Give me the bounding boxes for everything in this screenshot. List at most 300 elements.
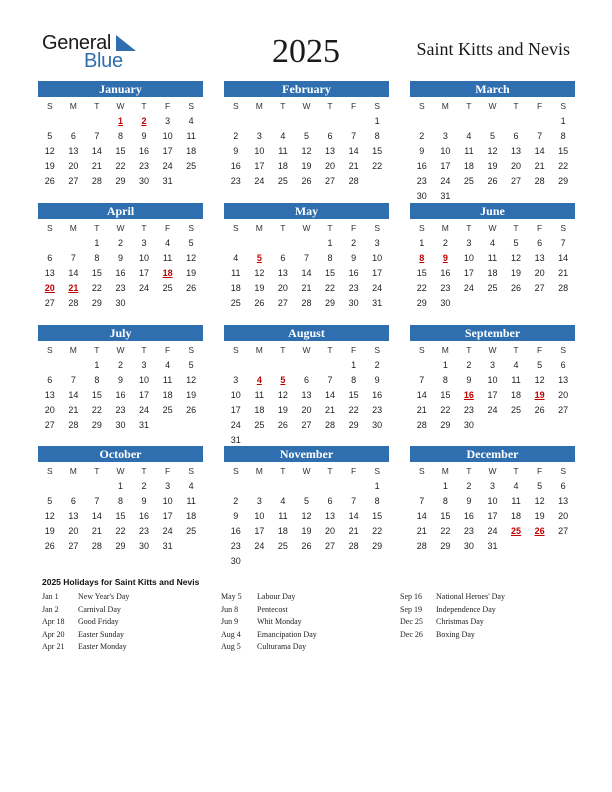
day-cell: 4 — [489, 238, 495, 248]
day-cell: 25 — [186, 161, 197, 171]
day-cell: 10 — [162, 131, 173, 141]
day-cell: 24 — [139, 405, 150, 415]
day-cell: 27 — [68, 176, 79, 186]
empty-day-cell — [528, 539, 552, 554]
day-cell: 17 — [254, 161, 265, 171]
weekday-header-row — [38, 221, 203, 236]
week-row — [38, 479, 203, 494]
week-row — [410, 281, 575, 296]
week-row — [410, 418, 575, 433]
weekday-label: W — [302, 223, 311, 233]
day-cell: 26 — [277, 420, 288, 430]
day-cell: 31 — [162, 541, 173, 551]
empty-day-cell — [481, 114, 505, 129]
day-cell: 7 — [94, 131, 100, 141]
week-row — [38, 236, 203, 251]
day-cell: 11 — [162, 253, 173, 263]
month-november — [224, 446, 389, 569]
day-cell: 21 — [68, 405, 79, 415]
day-cell: 21 — [325, 405, 336, 415]
day-cell: 21 — [301, 283, 312, 293]
weekday-label: S — [46, 223, 53, 233]
day-cell: 26 — [534, 405, 545, 415]
day-cell: 19 — [277, 405, 288, 415]
empty-day-cell — [38, 358, 62, 373]
week-row — [224, 358, 389, 373]
day-cell: 12 — [301, 511, 312, 521]
day-cell: 4 — [466, 131, 472, 141]
empty-day-cell — [38, 114, 62, 129]
holiday-date: Jan 2 — [42, 604, 59, 614]
weekday-header-row — [410, 221, 575, 236]
holiday-day-cell: 1 — [117, 116, 123, 126]
day-cell: 23 — [440, 283, 451, 293]
holiday-date: Aug 4 — [221, 629, 241, 639]
day-cell: 7 — [303, 253, 309, 263]
day-cell: 27 — [44, 298, 55, 308]
day-cell: 23 — [416, 176, 427, 186]
empty-day-cell — [38, 236, 62, 251]
empty-day-cell — [248, 236, 272, 251]
day-cell: 13 — [68, 511, 79, 521]
day-cell: 7 — [351, 496, 357, 506]
day-cell: 9 — [117, 375, 123, 385]
day-cell: 13 — [68, 146, 79, 156]
empty-day-cell — [528, 418, 552, 433]
day-cell: 18 — [254, 405, 265, 415]
day-cell: 11 — [487, 253, 498, 263]
weekday-label: F — [350, 223, 357, 233]
weekday-header-row — [38, 343, 203, 358]
empty-day-cell — [179, 418, 203, 433]
day-cell: 6 — [70, 496, 76, 506]
holiday-item — [42, 591, 208, 604]
day-cell: 15 — [91, 390, 102, 400]
day-cell: 6 — [560, 481, 566, 491]
day-cell: 8 — [374, 131, 380, 141]
holiday-date: Jun 9 — [221, 617, 239, 626]
day-cell: 10 — [139, 375, 150, 385]
week-row — [410, 403, 575, 418]
day-cell: 22 — [558, 161, 569, 171]
day-cell: 4 — [280, 131, 286, 141]
logo-word-blue: Blue — [84, 50, 123, 72]
day-cell: 20 — [325, 161, 336, 171]
day-cell: 13 — [511, 146, 522, 156]
weekday-label: F — [536, 101, 543, 111]
day-cell: 9 — [374, 375, 380, 385]
empty-day-cell — [410, 114, 434, 129]
day-cell: 15 — [440, 390, 451, 400]
weekday-label: S — [418, 345, 425, 355]
empty-day-cell — [528, 296, 552, 311]
weekday-label: T — [327, 466, 333, 476]
week-row — [224, 174, 389, 189]
holiday-day-cell: 5 — [280, 375, 286, 385]
day-cell: 26 — [301, 541, 312, 551]
day-cell: 10 — [487, 375, 498, 385]
day-cell: 10 — [162, 496, 173, 506]
day-cell: 25 — [511, 405, 522, 415]
empty-day-cell — [179, 539, 203, 554]
holiday-name: Culturama Day — [257, 642, 307, 651]
weekday-label: M — [69, 345, 77, 355]
day-cell: 14 — [68, 268, 79, 278]
empty-day-cell — [365, 554, 389, 569]
holiday-name: New Year's Day — [78, 592, 130, 601]
week-row — [410, 479, 575, 494]
day-cell: 3 — [466, 238, 472, 248]
weekday-header-row — [410, 99, 575, 114]
day-cell: 9 — [466, 496, 472, 506]
day-cell: 10 — [254, 511, 265, 521]
day-cell: 25 — [463, 176, 474, 186]
weekday-label: T — [513, 466, 519, 476]
holiday-name: Labour Day — [257, 592, 296, 601]
day-cell: 24 — [372, 283, 383, 293]
day-cell: 25 — [254, 420, 265, 430]
day-cell: 15 — [416, 268, 427, 278]
empty-day-cell — [224, 479, 248, 494]
day-cell: 5 — [537, 360, 543, 370]
empty-day-cell — [271, 554, 295, 569]
day-cell: 11 — [278, 511, 288, 521]
day-cell: 2 — [351, 238, 357, 248]
weekday-label: W — [116, 223, 125, 233]
day-cell: 19 — [301, 161, 312, 171]
day-cell: 28 — [416, 420, 427, 430]
day-cell: 3 — [165, 481, 171, 491]
empty-day-cell — [179, 296, 203, 311]
day-cell: 24 — [139, 283, 150, 293]
holiday-item — [42, 604, 208, 617]
day-cell: 16 — [230, 161, 241, 171]
month-september — [410, 325, 575, 433]
month-february — [224, 81, 389, 189]
week-row — [224, 281, 389, 296]
weekday-header-row — [224, 343, 389, 358]
day-cell: 27 — [325, 176, 336, 186]
holiday-day-cell: 21 — [68, 283, 79, 293]
month-march — [410, 81, 575, 204]
day-cell: 17 — [230, 405, 241, 415]
empty-day-cell — [410, 358, 434, 373]
day-cell: 18 — [463, 161, 474, 171]
month-header: September — [410, 325, 575, 341]
holiday-day-cell: 9 — [442, 253, 448, 263]
day-cell: 15 — [372, 146, 383, 156]
day-cell: 9 — [141, 496, 147, 506]
day-cell: 8 — [117, 131, 123, 141]
holiday-date: May 5 — [221, 592, 242, 601]
day-cell: 21 — [558, 268, 569, 278]
day-cell: 1 — [94, 360, 100, 370]
day-cell: 17 — [139, 390, 150, 400]
holiday-day-cell: 20 — [44, 283, 55, 293]
holiday-name: Boxing Day — [436, 629, 475, 639]
day-cell: 2 — [117, 360, 123, 370]
day-cell: 1 — [117, 481, 123, 491]
weekday-label: W — [116, 466, 125, 476]
week-row — [38, 524, 203, 539]
holiday-day-cell: 4 — [256, 375, 262, 385]
weekday-label: T — [327, 345, 333, 355]
day-cell: 19 — [254, 283, 265, 293]
day-cell: 1 — [374, 116, 380, 126]
day-cell: 18 — [230, 283, 241, 293]
week-row — [410, 174, 575, 189]
day-cell: 3 — [256, 496, 262, 506]
weekday-label: M — [441, 223, 449, 233]
day-cell: 12 — [44, 511, 55, 521]
day-cell: 25 — [230, 298, 241, 308]
weekday-label: S — [232, 345, 239, 355]
day-cell: 22 — [325, 283, 336, 293]
holiday-date: Apr 20 — [42, 629, 65, 639]
month-april — [38, 203, 203, 311]
holiday-name: National Heroes' Day — [436, 592, 505, 601]
week-row — [224, 418, 389, 433]
weekday-label: T — [280, 101, 286, 111]
empty-day-cell — [504, 189, 528, 204]
holiday-name: Easter Monday — [78, 642, 127, 651]
day-cell: 2 — [233, 496, 239, 506]
holidays-column — [42, 591, 208, 654]
week-row — [410, 144, 575, 159]
day-cell: 22 — [372, 526, 383, 536]
week-row — [38, 388, 203, 403]
day-cell: 14 — [91, 511, 102, 521]
day-cell: 5 — [513, 238, 519, 248]
weekday-label: M — [255, 466, 263, 476]
calendar-year: 2025 — [272, 33, 340, 70]
day-cell: 22 — [440, 405, 451, 415]
weekday-label: S — [46, 101, 53, 111]
day-cell: 24 — [463, 283, 474, 293]
day-cell: 16 — [115, 268, 126, 278]
weekday-label: S — [418, 223, 425, 233]
week-row — [38, 114, 203, 129]
week-row — [410, 114, 575, 129]
day-cell: 26 — [44, 541, 55, 551]
day-cell: 21 — [348, 526, 359, 536]
day-cell: 27 — [301, 420, 312, 430]
weekday-label: S — [418, 466, 425, 476]
holiday-day-cell: 5 — [256, 253, 262, 263]
weekday-label: W — [116, 345, 125, 355]
weekday-label: T — [141, 223, 147, 233]
day-cell: 28 — [534, 176, 545, 186]
day-cell: 4 — [165, 238, 171, 248]
day-cell: 11 — [511, 375, 521, 385]
day-cell: 7 — [94, 496, 100, 506]
day-cell: 14 — [416, 511, 427, 521]
empty-day-cell — [342, 479, 366, 494]
week-row — [224, 373, 389, 388]
weekday-label: F — [536, 466, 543, 476]
day-cell: 28 — [68, 298, 79, 308]
day-cell: 9 — [233, 511, 239, 521]
holiday-name: Christmas Day — [436, 617, 484, 626]
week-row — [410, 494, 575, 509]
day-cell: 26 — [301, 176, 312, 186]
day-cell: 29 — [325, 298, 336, 308]
day-cell: 9 — [419, 146, 425, 156]
day-cell: 28 — [348, 176, 359, 186]
day-cell: 15 — [91, 268, 102, 278]
day-cell: 21 — [91, 161, 102, 171]
day-cell: 9 — [351, 253, 357, 263]
day-cell: 16 — [139, 146, 150, 156]
weekday-label: W — [302, 101, 311, 111]
day-cell: 27 — [44, 420, 55, 430]
holiday-item — [400, 591, 566, 604]
day-cell: 18 — [162, 390, 173, 400]
holiday-item — [221, 616, 387, 629]
week-row — [410, 189, 575, 204]
day-cell: 13 — [44, 390, 55, 400]
day-cell: 3 — [489, 360, 495, 370]
day-cell: 11 — [511, 496, 521, 506]
day-cell: 13 — [558, 375, 569, 385]
day-cell: 21 — [91, 526, 102, 536]
weekday-header-row — [224, 221, 389, 236]
day-cell: 10 — [372, 253, 383, 263]
day-cell: 17 — [162, 511, 173, 521]
day-cell: 30 — [115, 420, 126, 430]
holiday-date: Sep 16 — [400, 592, 422, 601]
day-cell: 25 — [277, 176, 288, 186]
day-cell: 18 — [487, 268, 498, 278]
month-header: December — [410, 446, 575, 462]
day-cell: 7 — [419, 496, 425, 506]
day-cell: 30 — [463, 541, 474, 551]
empty-day-cell — [318, 554, 342, 569]
empty-day-cell — [62, 479, 86, 494]
weekday-label: F — [350, 466, 357, 476]
day-cell: 2 — [141, 481, 147, 491]
day-cell: 10 — [440, 146, 451, 156]
day-cell: 22 — [416, 283, 427, 293]
day-cell: 23 — [348, 283, 359, 293]
week-row — [410, 296, 575, 311]
day-cell: 16 — [416, 161, 427, 171]
day-cell: 28 — [91, 541, 102, 551]
day-cell: 28 — [325, 420, 336, 430]
weekday-label: T — [94, 466, 100, 476]
empty-day-cell — [504, 539, 528, 554]
day-cell: 1 — [442, 481, 448, 491]
day-cell: 2 — [442, 238, 448, 248]
week-row — [410, 358, 575, 373]
week-row — [38, 403, 203, 418]
day-cell: 8 — [560, 131, 566, 141]
day-cell: 4 — [513, 360, 519, 370]
day-cell: 12 — [534, 496, 545, 506]
day-cell: 27 — [558, 405, 569, 415]
day-cell: 15 — [372, 511, 383, 521]
empty-day-cell — [85, 114, 109, 129]
day-cell: 27 — [558, 526, 569, 536]
day-cell: 6 — [47, 375, 53, 385]
month-december — [410, 446, 575, 554]
week-row — [224, 524, 389, 539]
day-cell: 19 — [487, 161, 498, 171]
day-cell: 3 — [141, 360, 147, 370]
day-cell: 26 — [44, 176, 55, 186]
day-cell: 4 — [188, 116, 194, 126]
day-cell: 12 — [186, 253, 197, 263]
empty-day-cell — [457, 296, 481, 311]
weekday-label: S — [374, 101, 380, 111]
empty-day-cell — [318, 358, 342, 373]
day-cell: 19 — [511, 268, 522, 278]
weekday-label: M — [69, 101, 77, 111]
weekday-header-row — [410, 343, 575, 358]
weekday-label: S — [232, 101, 239, 111]
day-cell: 31 — [440, 191, 451, 201]
holiday-name: Good Friday — [78, 617, 119, 626]
day-cell: 20 — [68, 161, 79, 171]
day-cell: 6 — [70, 131, 76, 141]
day-cell: 17 — [463, 268, 474, 278]
weekday-header-row — [224, 464, 389, 479]
day-cell: 22 — [440, 526, 451, 536]
week-row — [224, 539, 389, 554]
day-cell: 15 — [325, 268, 336, 278]
holiday-item — [400, 629, 566, 642]
empty-day-cell — [551, 418, 575, 433]
empty-day-cell — [62, 236, 86, 251]
empty-day-cell — [551, 189, 575, 204]
day-cell: 24 — [254, 176, 265, 186]
day-cell: 6 — [303, 375, 309, 385]
day-cell: 27 — [325, 541, 336, 551]
holiday-date: Sep 19 — [400, 604, 422, 614]
empty-day-cell — [156, 296, 180, 311]
weekday-label: T — [513, 101, 519, 111]
holiday-day-cell: 19 — [534, 390, 545, 400]
day-cell: 13 — [558, 496, 569, 506]
week-row — [410, 266, 575, 281]
day-cell: 19 — [186, 268, 197, 278]
day-cell: 21 — [534, 161, 545, 171]
day-cell: 8 — [327, 253, 333, 263]
weekday-label: T — [466, 345, 472, 355]
holiday-item — [42, 629, 208, 642]
empty-day-cell — [38, 479, 62, 494]
empty-day-cell — [248, 358, 272, 373]
day-cell: 30 — [348, 298, 359, 308]
empty-day-cell — [224, 358, 248, 373]
empty-day-cell — [318, 114, 342, 129]
holiday-item — [221, 641, 387, 654]
weekday-header-row — [410, 464, 575, 479]
day-cell: 26 — [254, 298, 265, 308]
holiday-name: Whit Monday — [257, 617, 302, 626]
day-cell: 22 — [115, 526, 126, 536]
day-cell: 24 — [230, 420, 241, 430]
month-may — [224, 203, 389, 311]
day-cell: 27 — [511, 176, 522, 186]
weekday-label: T — [141, 466, 147, 476]
holiday-date: Jan 1 — [42, 592, 59, 601]
day-cell: 22 — [115, 161, 126, 171]
month-june — [410, 203, 575, 311]
weekday-label: T — [327, 223, 333, 233]
week-row — [38, 281, 203, 296]
month-header: June — [410, 203, 575, 219]
